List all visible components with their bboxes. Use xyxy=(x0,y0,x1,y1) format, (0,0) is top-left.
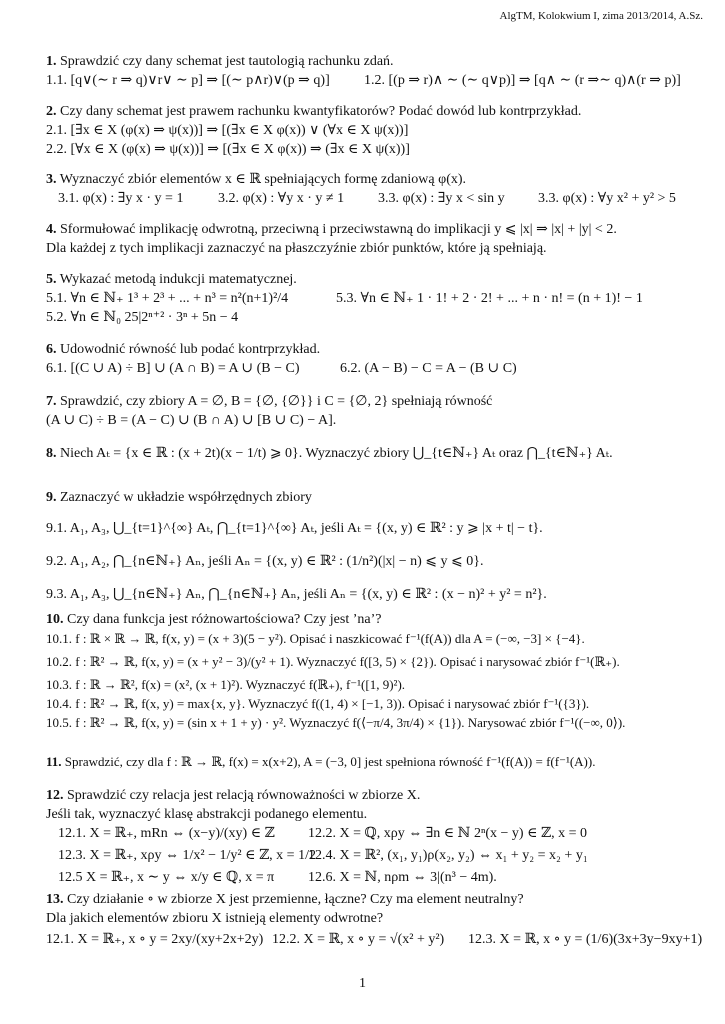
problem-question: Wyznaczyć zbiór elementów x ∈ ℝ spełniających formę zdaniową φ(x). xyxy=(59,172,467,187)
item-12-3: 12.3. X = ℝ₊, xρy ⇔ 1/x² − 1/y² ∈ ℤ, x = 1/2 xyxy=(58,848,316,863)
problem-4 xyxy=(46,220,686,258)
problem-question: Sformułować implikację odwrotną, przeciwną i przeciwstawną do implikacji y ⩽ |x| ⇒ |x| + |y| < 2. xyxy=(60,222,617,237)
item-9-1: 9.1. A₁, A₃, ⋃_{t=1}^{∞} Aₜ, ⋂_{t=1}^{∞} Aₜ, jeśli Aₜ = {(x, y) ∈ ℝ² : y ⩾ |x + t| − t}. xyxy=(46,521,543,536)
item-6-2: 6.2. (A − B) − C = A − (B ∪ C) xyxy=(340,361,517,376)
page-number: 1 xyxy=(359,976,366,991)
problem-question: Czy dany schemat jest prawem rachunku kwantyfikatorów? Podać dowód lub kontrprzykład. xyxy=(60,104,582,119)
problem-number: 7. xyxy=(46,394,57,409)
problem-number: 12. xyxy=(46,788,64,803)
problem-number: 6. xyxy=(46,342,57,357)
item-10-1: 10.1. f : ℝ × ℝ → ℝ, f(x, y) = (x + 3)(5 − y²). Opisać i naszkicować f⁻¹(f(A)) dla A = (−∞, −3] × {−4}. xyxy=(46,631,585,646)
problem-3 xyxy=(46,170,686,208)
problem-6 xyxy=(46,340,686,378)
item-5-3: 5.3. ∀n ∈ ℕ₊ 1 · 1! + 2 · 2! + ... + n · n! = (n + 1)! − 1 xyxy=(336,291,643,306)
problem-number: 10. xyxy=(46,612,64,627)
problem-2 xyxy=(46,102,686,159)
problem-number: 4. xyxy=(46,222,57,237)
item-10-5: 10.5. f : ℝ² → ℝ, f(x, y) = (sin x + 1 + y) · y². Wyznaczyć f(⟨−π/4, 3π/4) × {1}). Narysować zbiór f⁻¹((−∞, 0⟩). xyxy=(46,715,626,730)
item-12-5: 12.5 X = ℝ₊, x ∼ y ⇔ x/y ∈ ℚ, x = π xyxy=(58,870,275,885)
problem-number: 9. xyxy=(46,490,57,505)
item-1-2: 1.2. [(p ⇒ r)∧ ∼ (∼ q∨p)] ⇒ [q∧ ∼ (r ⇒∼ q)∧(r ⇒ p)] xyxy=(364,73,681,88)
problem-question: Sprawdzić czy relacja jest relacją równoważności w zbiorze X. xyxy=(67,788,421,803)
problem-7 xyxy=(46,392,686,430)
problem-8 xyxy=(46,444,686,463)
problem-number: 8. xyxy=(46,446,57,461)
problem-number: 5. xyxy=(46,272,57,287)
page-header: AlgTM, Kolokwium I, zima 2013/2014, A.Sz. xyxy=(499,10,703,22)
item-1-1: 1.1. [q∨(∼ r ⇒ q)∨r∨ ∼ p] ⇒ [(∼ p∧r)∨(p ⇒ q)] xyxy=(46,73,330,88)
problem-question-cont: Dla każdej z tych implikacji zaznaczyć na płaszczyźnie zbiór punktów, które ją spełniają. xyxy=(46,241,547,256)
item-13-3: 12.3. X = ℝ, x ∘ y = (1/6)(3x+3y−9xy+1) xyxy=(468,932,703,947)
problem-number: 11. xyxy=(46,754,62,769)
problem-question-cont: (A ∪ C) ÷ B = (A − C) ∪ (B ∩ A) ∪ [B ∪ C) − A]. xyxy=(46,413,337,428)
problem-number: 1. xyxy=(46,54,57,69)
item-3-2: 3.2. φ(x) : ∀y x · y ≠ 1 xyxy=(218,191,345,206)
problem-question-cont: Jeśli tak, wyznaczyć klasę abstrakcji podanego elementu. xyxy=(46,807,368,822)
problem-number: 2. xyxy=(46,104,57,119)
item-12-1: 12.1. X = ℝ₊, mRn ⇔ (x−y)/(xy) ∈ ℤ xyxy=(58,826,275,841)
item-10-2: 10.2. f : ℝ² → ℝ, f(x, y) = (x + y² − 3)/(y² + 1). Wyznaczyć f([3, 5) × {2}). Opisać i narysować zbiór f⁻¹(ℝ₊). xyxy=(46,654,620,669)
item-13-1: 12.1. X = ℝ₊, x ∘ y = 2xy/(xy+2x+2y) xyxy=(46,932,264,947)
problem-10 xyxy=(46,610,686,732)
problem-question: Czy dana funkcja jest różnowartościowa? Czy jest ’na’? xyxy=(67,612,382,627)
problem-question: Czy działanie ∘ w zbiorze X jest przemienne, łączne? Czy ma element neutralny? xyxy=(67,892,524,907)
problem-question: Sprawdzić czy dany schemat jest tautologią rachunku zdań. xyxy=(60,54,394,69)
problem-question-cont: Dla jakich elementów zbioru X istnieją elementy odwrotne? xyxy=(46,911,384,926)
problem-question: Wykazać metodą indukcji matematycznej. xyxy=(59,272,297,287)
item-2-2: 2.2. [∀x ∈ X (φ(x) ⇒ ψ(x))] ⇒ [(∃x ∈ X φ(x)) ⇒ (∃x ∈ X ψ(x))] xyxy=(46,142,410,157)
item-9-2: 9.2. A₁, A₂, ⋂_{n∈ℕ₊} Aₙ, jeśli Aₙ = {(x, y) ∈ ℝ² : (1/n²)(|x| − n) ⩽ y ⩽ 0}. xyxy=(46,554,484,569)
item-5-1: 5.1. ∀n ∈ ℕ₊ 1³ + 2³ + ... + n³ = n²(n+1)²/4 xyxy=(46,291,289,306)
problem-question: Niech Aₜ = {x ∈ ℝ : (x + 2t)(x − 1/t) ⩾ 0}. Wyznaczyć zbiory ⋃_{t∈ℕ₊} Aₜ oraz ⋂_{t∈ℕ₊} Aₜ. xyxy=(60,446,613,461)
item-12-4: 12.4. X = ℝ², (x₁, y₁)ρ(x₂, y₂) ⇔ x₁ + y₂ = x₂ + y₁ xyxy=(308,848,588,863)
problem-question: Zaznaczyć w układzie współrzędnych zbiory xyxy=(60,490,312,505)
item-13-2: 12.2. X = ℝ, x ∘ y = √(x² + y²) xyxy=(272,932,445,947)
problem-number: 3. xyxy=(46,172,57,187)
problem-number: 13. xyxy=(46,892,64,907)
item-3-3: 3.3. φ(x) : ∃y x < sin y xyxy=(378,191,505,206)
problem-question: Sprawdzić, czy dla f : ℝ → ℝ, f(x) = x(x+2), A = (−3, 0] jest spełniona równość f⁻¹(f(A)) = f(f⁻¹(A)). xyxy=(64,754,596,769)
problem-12 xyxy=(46,786,686,887)
item-6-1: 6.1. [(C ∪ A) ÷ B] ∪ (A ∩ B) = A ∪ (B − C) xyxy=(46,361,300,376)
problem-question: Sprawdzić, czy zbiory A = ∅, B = {∅, {∅}} i C = {∅, 2} spełniają równość xyxy=(60,394,493,409)
item-3-4: 3.3. φ(x) : ∀y x² + y² > 5 xyxy=(538,191,676,206)
problem-11 xyxy=(46,752,686,771)
problem-5 xyxy=(46,270,686,327)
item-12-2: 12.2. X = ℚ, xρy ⇔ ∃n ∈ ℕ 2ⁿ(x − y) ∈ ℤ, x = 0 xyxy=(308,826,588,841)
item-2-1: 2.1. [∃x ∈ X (φ(x) ⇒ ψ(x))] ⇒ [(∃x ∈ X φ(x)) ∨ (∀x ∈ X ψ(x))] xyxy=(46,123,409,138)
item-10-3: 10.3. f : ℝ → ℝ², f(x) = (x², (x + 1)²). Wyznaczyć f(ℝ₊), f⁻¹([1, 9)²). xyxy=(46,677,406,692)
problem-question: Udowodnić równość lub podać kontrprzykład. xyxy=(60,342,321,357)
item-5-2: 5.2. ∀n ∈ ℕ₀ 25|2ⁿ⁺² · 3ⁿ + 5n − 4 xyxy=(46,310,239,325)
item-9-3: 9.3. A₁, A₃, ⋃_{n∈ℕ₊} Aₙ, ⋂_{n∈ℕ₊} Aₙ, jeśli Aₙ = {(x, y) ∈ ℝ² : (x − n)² + y² = n²}. xyxy=(46,587,547,602)
problem-1 xyxy=(46,52,686,90)
item-3-1: 3.1. φ(x) : ∃y x · y = 1 xyxy=(58,191,184,206)
problem-13 xyxy=(46,890,703,949)
problem-9 xyxy=(46,488,686,604)
item-12-6: 12.6. X = ℕ, nρm ⇔ 3|(n³ − 4m). xyxy=(308,870,497,885)
item-10-4: 10.4. f : ℝ² → ℝ, f(x, y) = max{x, y}. Wyznaczyć f((1, 4) × [−1, 3)). Opisać i narysować zbiór f⁻¹({3}). xyxy=(46,696,590,711)
